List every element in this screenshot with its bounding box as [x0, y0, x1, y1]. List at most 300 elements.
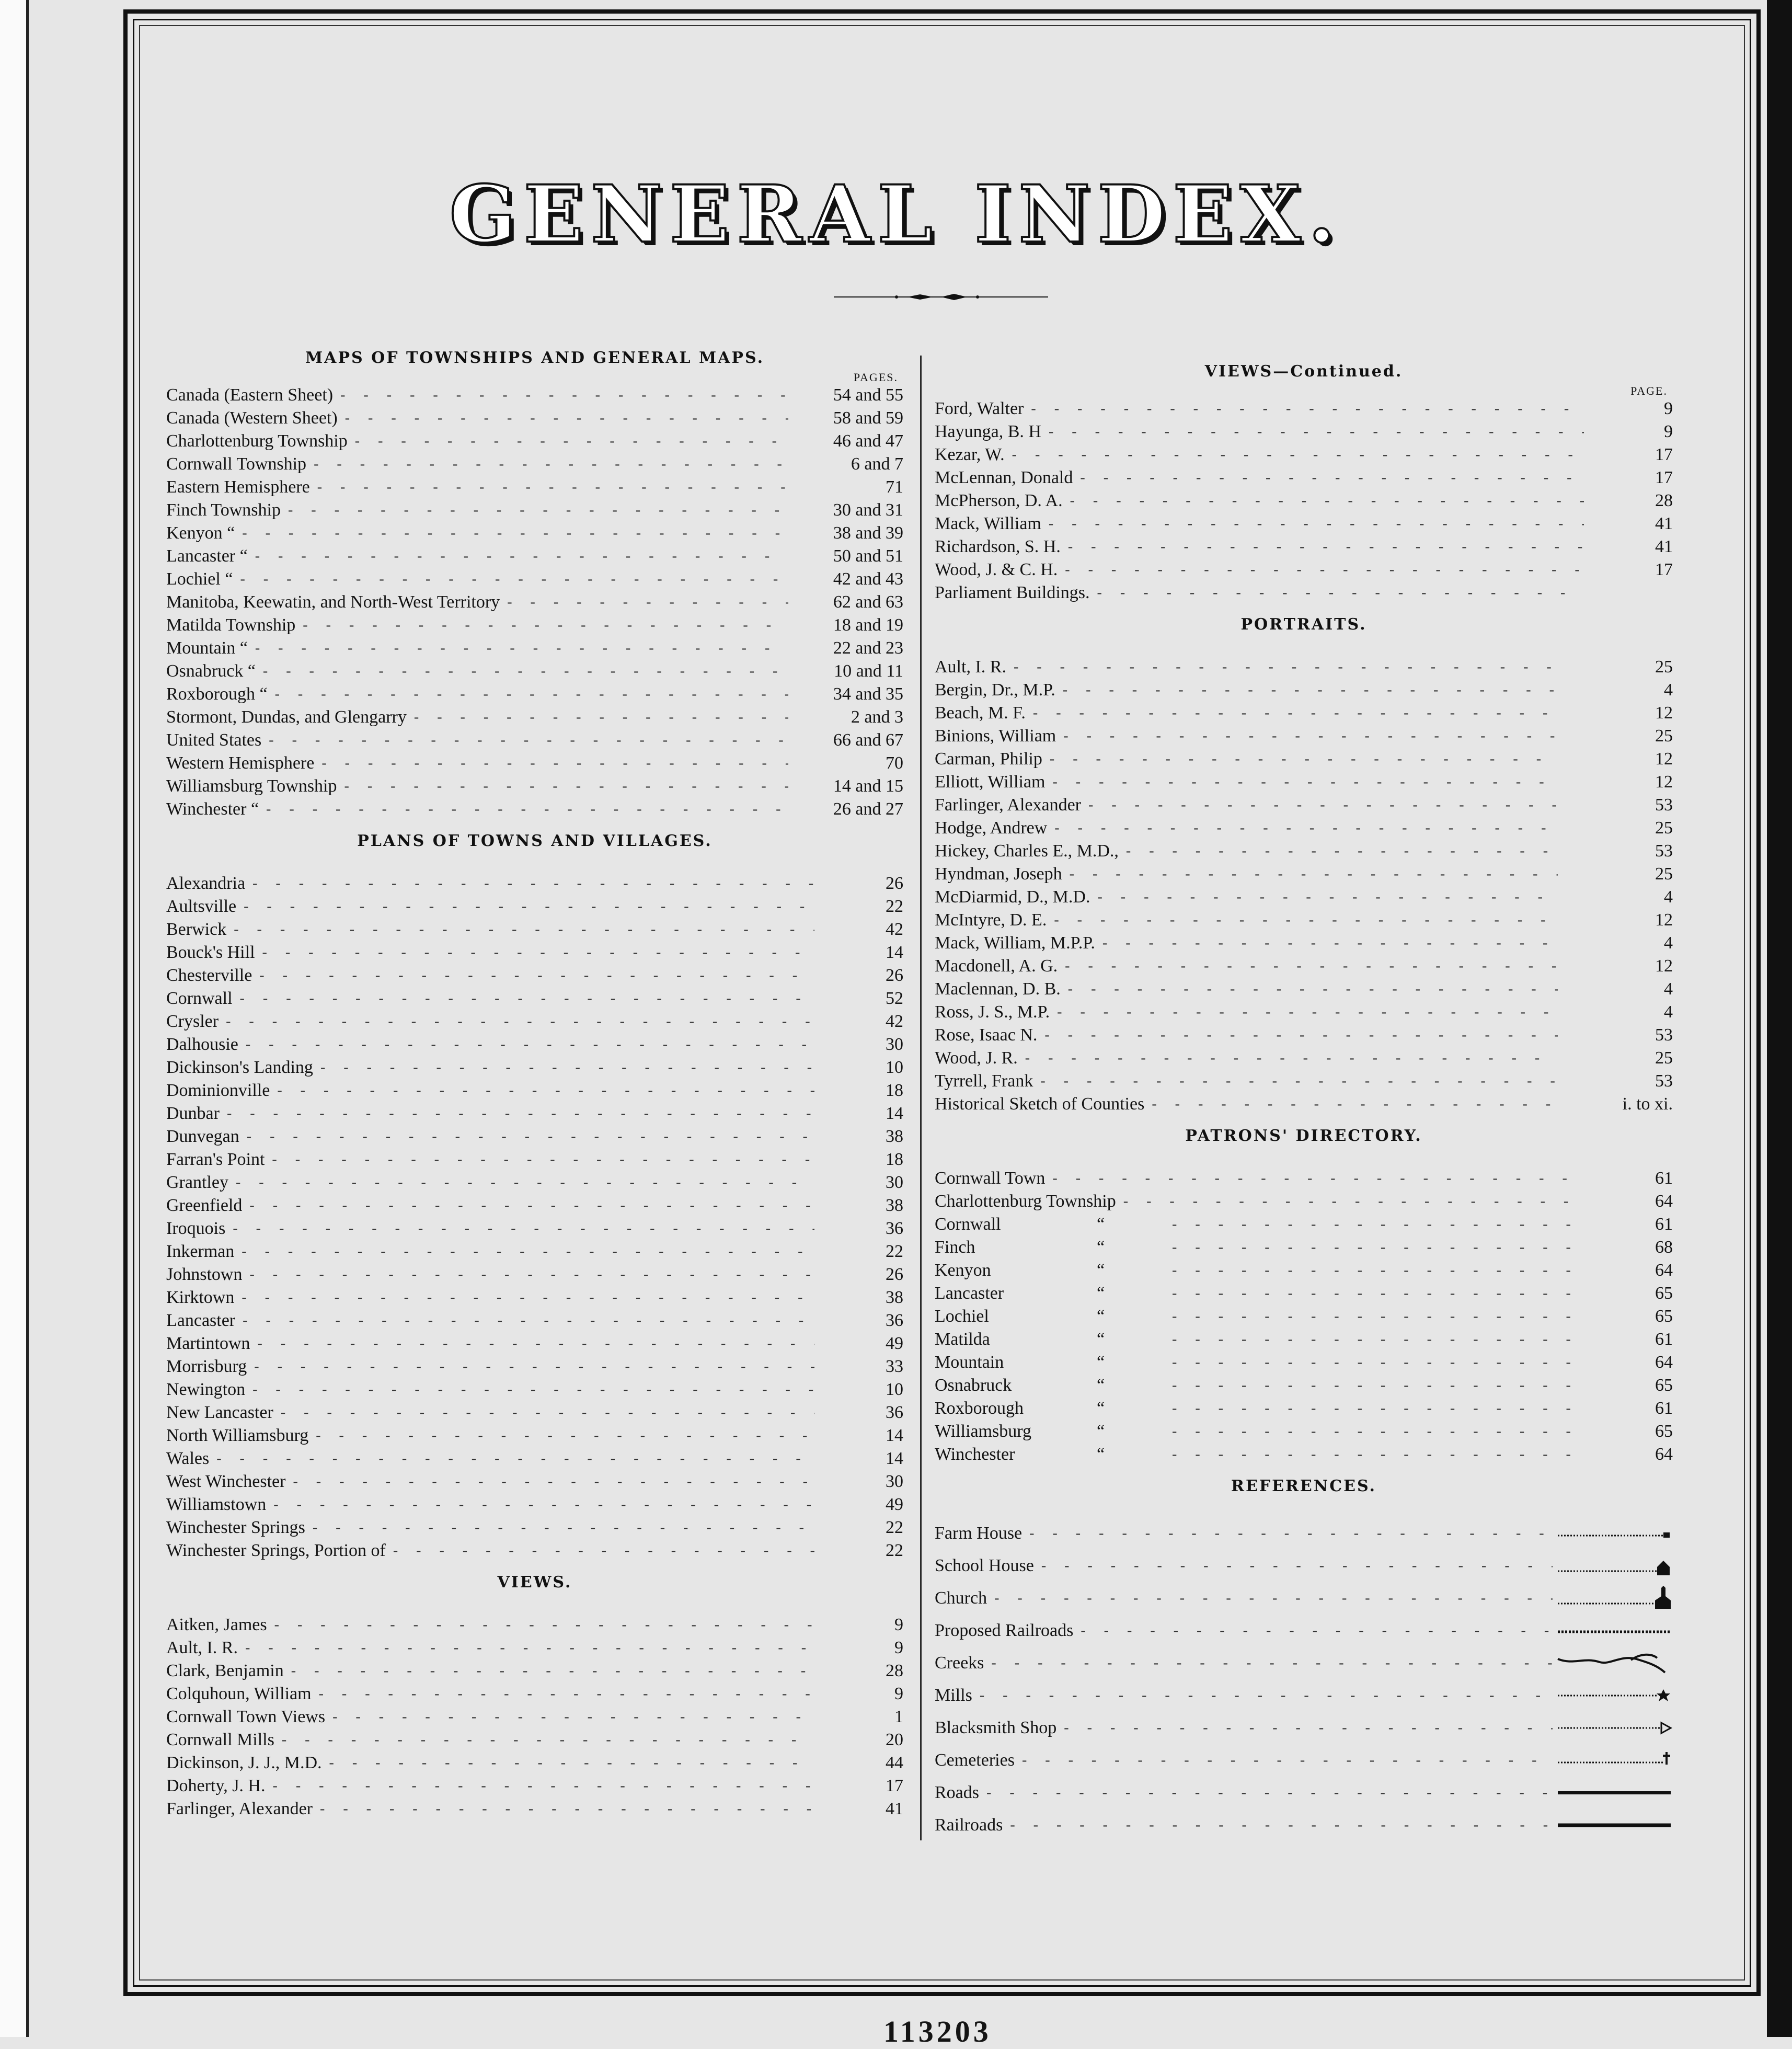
patron-township: Williamsburg: [935, 1422, 1031, 1441]
dot-leader: [355, 430, 788, 453]
ditto-mark: “: [1097, 1284, 1105, 1303]
view-entry-name: Farlinger, Alexander: [166, 1799, 313, 1818]
plan-entry-name: Winchester Springs: [166, 1518, 305, 1537]
dot-leader: [273, 1775, 815, 1798]
dot-leader: [1081, 1622, 1553, 1639]
portrait-entry-name: Carman, Philip: [935, 749, 1042, 769]
map-entry-page: 50 and 51: [833, 546, 903, 566]
dot-leader: [236, 1171, 814, 1194]
map-entry-name: Cornwall Township: [166, 454, 307, 474]
view-entry: [935, 489, 1673, 512]
dot-leader: [1052, 771, 1558, 794]
title-flourish-ornament: [834, 293, 1048, 301]
portrait-entry-page: 53: [1655, 795, 1673, 815]
plan-entry: [166, 1516, 903, 1539]
plan-entry: [166, 1079, 903, 1102]
scan-right-edge: [1767, 0, 1792, 2037]
plan-entry-name: Chesterville: [166, 966, 252, 985]
dot-leader: [1065, 558, 1584, 581]
portrait-entry-name: Wood, J. R.: [935, 1048, 1018, 1068]
portrait-entry-name: Hickey, Charles E., M.D.,: [935, 841, 1119, 861]
dot-leader: [1010, 1817, 1553, 1834]
portrait-entry: [935, 1093, 1673, 1116]
map-entry-page: 46 and 47: [833, 431, 903, 451]
portraits-heading-spacer: [935, 638, 1673, 656]
patron-entry: [935, 1259, 1673, 1282]
dot-leader: [293, 1470, 814, 1493]
reference-label: Roads: [935, 1783, 979, 1802]
map-entry: [166, 545, 903, 568]
map-entry: [166, 798, 903, 821]
patron-township: Charlottenburg Township: [935, 1192, 1116, 1211]
plan-entry-name: Dickinson's Landing: [166, 1058, 313, 1077]
views-continued-page-label: PAGE.: [1630, 384, 1668, 397]
view-entry-page: 17: [1655, 560, 1673, 579]
portrait-entry: [935, 771, 1673, 794]
view-entry-page: 41: [1655, 537, 1673, 556]
portrait-entry: [935, 978, 1673, 1001]
plan-entry-name: Aultsville: [166, 897, 237, 916]
patron-entry-page: 65: [1655, 1422, 1673, 1441]
map-entry-name: Charlottenburg Township: [166, 431, 348, 451]
map-entry-name: Western Hemisphere: [166, 753, 315, 773]
church-symbol-icon: [1553, 1585, 1673, 1612]
patron-entry-name: [935, 1261, 1172, 1280]
map-entry-page: 34 and 35: [833, 684, 903, 704]
portrait-entry-page: 53: [1655, 841, 1673, 861]
dot-leader: [1102, 932, 1558, 955]
references-legend-list: [935, 1517, 1673, 1841]
map-entry-page: 66 and 67: [833, 730, 903, 750]
patron-entry-name: [935, 1422, 1172, 1441]
plan-entry-name: Newington: [166, 1380, 246, 1399]
plan-entry: [166, 1493, 903, 1516]
map-entry-page: 2 and 3: [851, 707, 903, 727]
dot-leader: [1097, 886, 1558, 909]
plan-entry-name: Winchester Springs, Portion of: [166, 1541, 386, 1560]
map-entry-page: 30 and 31: [833, 500, 903, 520]
plans-index-list: [166, 872, 903, 1562]
map-entry: [166, 729, 903, 752]
map-entry-page: 58 and 59: [833, 408, 903, 428]
portrait-entry-name: Ross, J. S., M.P.: [935, 1002, 1050, 1022]
dot-leader: [288, 499, 788, 522]
portrait-entry: [935, 932, 1673, 955]
reference-label: Blacksmith Shop: [935, 1718, 1057, 1737]
dot-leader: [1050, 748, 1558, 771]
plan-entry-name: North Williamsburg: [166, 1426, 309, 1445]
view-entry: [166, 1729, 903, 1752]
dot-leader: [320, 1798, 814, 1821]
plan-entry-page: 26: [886, 966, 903, 985]
patron-township: Lancaster: [935, 1284, 1004, 1303]
page-title: GENERAL INDEX.: [449, 168, 1343, 260]
dot-leader: [1052, 1167, 1584, 1190]
plan-entry: [166, 1102, 903, 1125]
dot-leader: [1049, 420, 1584, 443]
plan-entry: [166, 1194, 903, 1217]
plan-entry-name: Cornwall: [166, 989, 233, 1008]
view-entry-name: Doherty, J. H.: [166, 1776, 266, 1795]
dot-leader: [1070, 863, 1558, 886]
views-continued-heading: VIEWS—Continued.: [1204, 362, 1403, 381]
portrait-entry: [935, 1024, 1673, 1047]
portrait-entry-page: 4: [1664, 887, 1673, 907]
patron-entry-page: 61: [1655, 1215, 1673, 1234]
ditto-mark: “: [1097, 1330, 1105, 1349]
plan-entry: [166, 964, 903, 987]
portrait-entry: [935, 863, 1673, 886]
dot-leader: [340, 384, 788, 407]
dot-leader: [1041, 1558, 1553, 1574]
view-entry-page: 17: [1655, 445, 1673, 464]
views-heading-spacer: [166, 1596, 903, 1613]
patron-entry-page: 65: [1655, 1307, 1673, 1326]
left-column: [166, 345, 903, 1821]
portrait-entry-name: Tyrrell, Frank: [935, 1071, 1033, 1091]
portrait-entry-page: 12: [1655, 956, 1673, 976]
dot-leader: [1044, 1024, 1558, 1047]
map-entry: [166, 775, 903, 798]
patron-township: Finch: [935, 1238, 975, 1257]
references-heading-spacer: [935, 1499, 1673, 1517]
ditto-mark: “: [1097, 1353, 1105, 1372]
maps-index-list: [166, 384, 903, 821]
view-entry-page: 1: [894, 1707, 903, 1726]
ditto-mark: “: [1097, 1399, 1105, 1418]
views-index-list: [166, 1613, 903, 1821]
dot-leader: [242, 1286, 814, 1309]
view-entry-name: McLennan, Donald: [935, 468, 1073, 487]
plan-entry-page: 30: [886, 1035, 903, 1054]
dot-leader: [258, 1332, 814, 1355]
plan-entry: [166, 1010, 903, 1033]
portrait-entry-page: 12: [1655, 910, 1673, 930]
plan-entry-page: 14: [886, 1426, 903, 1445]
map-entry: [166, 683, 903, 706]
plan-entry-page: 14: [886, 943, 903, 962]
dot-leader: [1080, 466, 1584, 489]
patron-entry-name: [935, 1169, 1052, 1188]
patron-township: Lochiel: [935, 1307, 989, 1326]
view-entry-name: Kezar, W.: [935, 445, 1005, 464]
map-entry-page: 14 and 15: [833, 776, 903, 796]
dot-leader: [1088, 794, 1558, 817]
portrait-entry: [935, 679, 1673, 702]
plan-entry: [166, 1378, 903, 1401]
patron-entry-page: 65: [1655, 1284, 1673, 1303]
plan-entry-page: 18: [886, 1081, 903, 1100]
dot-leader: [1172, 1213, 1584, 1236]
plan-entry-page: 22: [886, 1518, 903, 1537]
map-entry: [166, 476, 903, 499]
patron-entry-page: 61: [1655, 1169, 1673, 1188]
dot-leader: [1123, 1190, 1584, 1213]
plan-entry-page: 14: [886, 1104, 903, 1123]
view-entry: [935, 397, 1673, 420]
patron-entry: [935, 1305, 1673, 1328]
plan-entry-page: 49: [886, 1495, 903, 1514]
portrait-entry-name: Hyndman, Joseph: [935, 864, 1062, 884]
dot-leader: [226, 1010, 814, 1033]
dot-leader: [321, 752, 788, 775]
plan-entry-page: 42: [886, 1012, 903, 1031]
patron-entry-name: [935, 1376, 1172, 1395]
view-entry: [166, 1775, 903, 1798]
reference-label: Cemeteries: [935, 1750, 1015, 1770]
view-entry: [935, 443, 1673, 466]
dot-leader: [1172, 1305, 1584, 1328]
plan-entry-name: Lancaster: [166, 1311, 236, 1330]
view-entry: [166, 1798, 903, 1821]
plan-entry-name: Dominionville: [166, 1081, 270, 1100]
portrait-entry-page: 53: [1655, 1025, 1673, 1045]
portrait-entry: [935, 840, 1673, 863]
reference-entry: [935, 1744, 1673, 1777]
railroad-symbol-icon: [1553, 1812, 1673, 1839]
patrons-heading-spacer: [935, 1149, 1673, 1167]
dot-leader: [344, 775, 788, 798]
map-entry: [166, 706, 903, 729]
map-entry-name: Canada (Eastern Sheet): [166, 385, 334, 405]
dot-leader: [273, 1493, 814, 1516]
plan-entry: [166, 1263, 903, 1286]
reference-label: Mills: [935, 1686, 972, 1705]
view-entry-name: Clark, Benjamin: [166, 1661, 284, 1680]
dot-leader: [1049, 512, 1584, 535]
dot-leader: [291, 1659, 814, 1682]
map-entry-name: Manitoba, Keewatin, and North-West Territory: [166, 592, 500, 612]
map-entry-page: 70: [886, 753, 903, 773]
portrait-entry: [935, 1047, 1673, 1070]
plan-entry-name: Farran's Point: [166, 1150, 265, 1169]
dot-leader: [277, 1079, 814, 1102]
view-entry-name: Richardson, S. H.: [935, 537, 1061, 556]
view-entry: [166, 1613, 903, 1636]
dot-leader: [1040, 1070, 1558, 1093]
plan-entry-page: 49: [886, 1334, 903, 1353]
view-entry-page: 9: [1664, 422, 1673, 441]
portrait-entry-page: i. to xi.: [1622, 1094, 1673, 1114]
portraits-index-list: [935, 656, 1673, 1116]
plan-entry: [166, 941, 903, 964]
dot-leader: [994, 1590, 1553, 1607]
dot-leader: [414, 706, 788, 729]
dot-leader: [1014, 656, 1558, 679]
patron-entry: [935, 1420, 1673, 1443]
dot-leader: [393, 1539, 814, 1562]
map-entry: [166, 637, 903, 660]
patron-entry-name: [935, 1215, 1172, 1234]
ditto-mark: “: [1097, 1422, 1105, 1441]
plan-entry: [166, 1286, 903, 1309]
map-entry-name: Matilda Township: [166, 615, 296, 635]
plan-entry-page: 10: [886, 1380, 903, 1399]
plans-section-heading: PLANS OF TOWNS AND VILLAGES.: [357, 832, 713, 850]
view-entry-name: Parliament Buildings.: [935, 583, 1090, 602]
view-entry-name: Ford, Walter: [935, 399, 1024, 418]
view-entry-page: 17: [1655, 468, 1673, 487]
plan-entry-name: Dunvegan: [166, 1127, 239, 1146]
dot-leader: [249, 1263, 814, 1286]
right-column: [935, 359, 1673, 1841]
patron-entry: [935, 1397, 1673, 1420]
column-divider: [920, 356, 922, 1840]
portrait-entry-name: Elliott, William: [935, 772, 1046, 792]
portrait-entry: [935, 1070, 1673, 1093]
patron-entry-name: [935, 1353, 1172, 1372]
view-entry-name: Dickinson, J. J., M.D.: [166, 1753, 322, 1772]
dot-leader: [281, 1401, 814, 1424]
view-entry-page: 17: [886, 1776, 903, 1795]
portrait-entry-page: 4: [1664, 680, 1673, 700]
dot-leader: [269, 729, 788, 752]
map-entry-name: Lochiel “: [166, 569, 233, 589]
view-entry: [935, 581, 1673, 604]
map-entry: [166, 430, 903, 453]
patron-entry: [935, 1282, 1673, 1305]
dot-leader: [1172, 1328, 1584, 1351]
map-entry-page: 22 and 23: [833, 638, 903, 658]
dot-leader: [263, 660, 788, 683]
dot-leader: [1063, 725, 1558, 748]
school-house-symbol-icon: [1553, 1552, 1673, 1579]
map-entry-name: Stormont, Dundas, and Glengarry: [166, 707, 407, 727]
dot-leader: [259, 964, 814, 987]
portrait-entry-name: Bergin, Dr., M.P.: [935, 680, 1055, 700]
plan-entry-page: 30: [886, 1472, 903, 1491]
plan-entry-name: Iroquois: [166, 1219, 226, 1238]
map-entry-name: Eastern Hemisphere: [166, 477, 310, 497]
plan-entry-name: Berwick: [166, 920, 227, 939]
portrait-entry-name: Mack, William, M.P.P.: [935, 933, 1095, 953]
map-entry-page: 6 and 7: [851, 454, 903, 474]
dot-leader: [216, 1447, 814, 1470]
dot-leader: [275, 683, 788, 706]
plan-entry-name: Johnstown: [166, 1265, 243, 1284]
patron-entry-page: 64: [1655, 1353, 1673, 1372]
dot-leader: [1065, 955, 1558, 978]
reference-entry: [935, 1777, 1673, 1809]
patron-township: Cornwall Town: [935, 1169, 1046, 1188]
view-entry-page: 9: [894, 1684, 903, 1703]
portrait-entry-name: Rose, Isaac N.: [935, 1025, 1038, 1045]
patron-entry-page: 68: [1655, 1238, 1673, 1257]
dot-leader: [252, 1378, 814, 1401]
dot-leader: [1068, 978, 1558, 1001]
dot-leader: [255, 637, 788, 660]
reference-entry: [935, 1517, 1673, 1550]
view-entry: [166, 1752, 903, 1775]
plan-entry-page: 22: [886, 897, 903, 916]
portrait-entry: [935, 702, 1673, 725]
dot-leader: [247, 1125, 814, 1148]
map-entry: [166, 499, 903, 522]
reference-label: Proposed Railroads: [935, 1621, 1074, 1640]
plan-entry-page: 26: [886, 874, 903, 893]
dot-leader: [252, 872, 814, 895]
portrait-entry-name: Ault, I. R.: [935, 657, 1006, 677]
patron-township: Mountain: [935, 1353, 1004, 1372]
patron-entry: [935, 1351, 1673, 1374]
dot-leader: [240, 568, 788, 591]
catalog-number: 113203: [883, 2014, 992, 2048]
patron-entry-page: 64: [1655, 1261, 1673, 1280]
dot-leader: [246, 1033, 814, 1056]
view-entry-page: 41: [1655, 514, 1673, 533]
portrait-entry: [935, 1001, 1673, 1024]
dot-leader: [233, 1217, 814, 1240]
patron-entry-page: 64: [1655, 1192, 1673, 1211]
dot-leader: [274, 1613, 814, 1636]
dot-leader: [234, 918, 814, 941]
map-entry-name: Winchester “: [166, 799, 259, 819]
view-entry-name: Cornwall Town Views: [166, 1707, 326, 1726]
dot-leader: [332, 1705, 814, 1729]
dot-leader: [991, 1655, 1553, 1672]
map-entry-name: Osnabruck “: [166, 661, 256, 681]
plan-entry-name: Greenfield: [166, 1196, 243, 1215]
dot-leader: [227, 1102, 814, 1125]
road-symbol-icon: [1553, 1779, 1673, 1806]
plan-entry-page: 18: [886, 1150, 903, 1169]
plan-entry-name: Williamstown: [166, 1495, 267, 1514]
patron-entry: [935, 1213, 1673, 1236]
map-entry-page: 10 and 11: [834, 661, 903, 681]
ditto-mark: “: [1097, 1261, 1105, 1280]
portrait-entry: [935, 748, 1673, 771]
portrait-entry: [935, 955, 1673, 978]
dot-leader: [1031, 397, 1584, 420]
view-entry-page: 20: [886, 1730, 903, 1749]
patron-entry-name: [935, 1284, 1172, 1303]
plan-entry-page: 38: [886, 1288, 903, 1307]
dot-leader: [1068, 535, 1584, 558]
plan-entry: [166, 1424, 903, 1447]
cemetery-symbol-icon: [1553, 1747, 1673, 1774]
reference-label: Farm House: [935, 1524, 1023, 1543]
reference-label: Creeks: [935, 1653, 984, 1673]
dot-leader: [1126, 840, 1558, 863]
reference-entry: [935, 1582, 1673, 1615]
map-entry: [166, 591, 903, 614]
portrait-entry-name: Historical Sketch of Counties: [935, 1094, 1145, 1114]
dot-leader: [313, 1516, 814, 1539]
portrait-entry-page: 4: [1664, 979, 1673, 999]
view-entry-name: Cornwall Mills: [166, 1730, 274, 1749]
dot-leader: [317, 476, 788, 499]
portrait-entry: [935, 794, 1673, 817]
dot-leader: [1057, 1001, 1558, 1024]
creek-symbol-icon: [1553, 1650, 1673, 1677]
ditto-mark: “: [1097, 1376, 1105, 1395]
dot-leader: [1064, 1720, 1553, 1736]
maps-pages-label: PAGES.: [853, 371, 898, 384]
mill-symbol-icon: [1553, 1682, 1673, 1709]
view-entry: [935, 535, 1673, 558]
patron-township: Winchester: [935, 1445, 1015, 1464]
plan-entry-page: 38: [886, 1127, 903, 1146]
farm-house-symbol-icon: [1553, 1520, 1673, 1547]
dot-leader: [1172, 1259, 1584, 1282]
dot-leader: [254, 1355, 814, 1378]
dot-leader: [1172, 1236, 1584, 1259]
plan-entry-page: 52: [886, 989, 903, 1008]
map-entry-name: Kenyon “: [166, 523, 235, 543]
dot-leader: [1054, 909, 1558, 932]
plan-entry: [166, 1148, 903, 1171]
patron-township: Cornwall: [935, 1215, 1001, 1234]
